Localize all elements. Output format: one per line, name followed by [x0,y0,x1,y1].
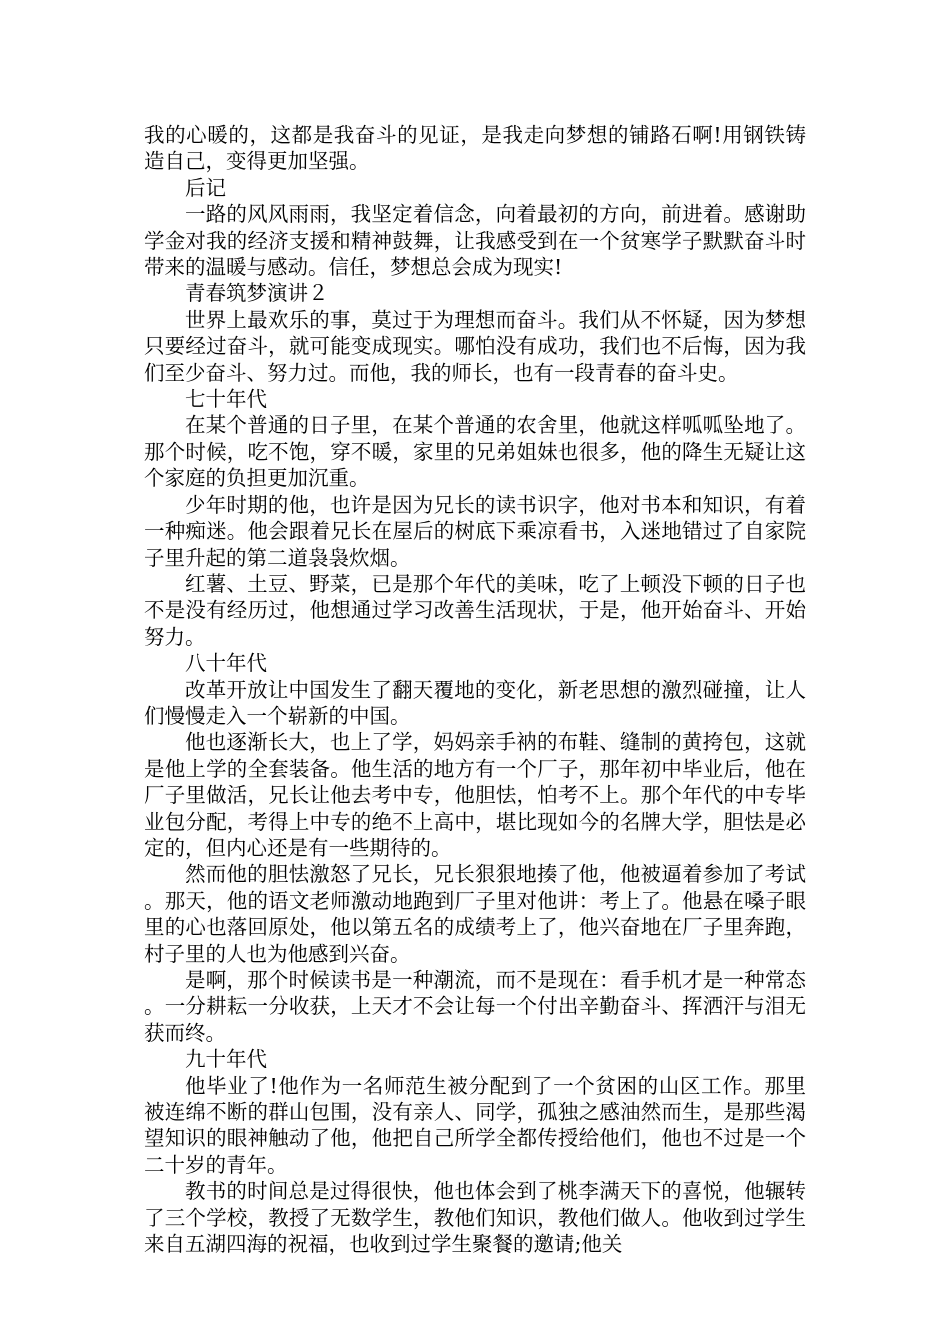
paragraph: 教书的时间总是过得很快，他也体会到了桃李满天下的喜悦，他辗转了三个学校，教授了无数学生，教他们知识，教他们做人。他收到过学生来自五湖四海的祝福，也收到过学生聚餐的邀请;他关 [144,1179,806,1257]
paragraph: 是啊，那个时候读书是一种潮流，而不是现在：看手机才是一种常态。一分耕耘一分收获，上天才不会让每一个付出辛勤奋斗、挥洒汗与泪无获而终。 [144,968,806,1045]
paragraph: 他也逐渐长大，也上了学，妈妈亲手衲的布鞋、缝制的黄挎包，这就是他上学的全套装备。他生活的地方有一个厂子，那年初中毕业后，他在厂子里做活，兄长让他去考中专，他胆怯，怕考不上。那个年代的中专毕业包分配，考得上中专的绝不上高中，堪比现如今的名牌大学，胆怯是必定的，但内心还是有一些期待的。 [144,730,806,860]
section-heading: 七十年代 [185,387,267,412]
paragraph: 我的心暖的，这都是我奋斗的见证，是我走向梦想的铺路石啊!用钢铁铸造自己，变得更加坚强。 [144,123,806,174]
section-heading: 后记 [185,175,226,200]
paragraph: 改革开放让中国发生了翻天覆地的变化，新老思想的激烈碰撞，让人们慢慢走入一个崭新的中国。 [144,677,806,728]
paragraph: 世界上最欢乐的事，莫过于为理想而奋斗。我们从不怀疑，因为梦想只要经过奋斗，就可能变成现实。哪怕没有成功，我们也不后悔，因为我们至少奋斗、努力过。而他，我的师长，也有一段青春的奋斗史。 [144,307,806,385]
paragraph: 然而他的胆怯激怒了兄长，兄长狠狠地揍了他，他被逼着参加了考试。那天，他的语文老师激动地跑到厂子里对他讲：考上了。他悬在嗓子眼里的心也落回原处，他以第五名的成绩考上了，他兴奋地在厂子里奔跑，村子里的人也为他感到兴奋。 [144,862,806,966]
document-page [144,122,806,1257]
paragraph: 红薯、土豆、野菜，已是那个年代的美味，吃了上顿没下顿的日子也不是没有经历过，他想通过学习改善生活现状，于是，他开始奋斗、开始努力。 [144,571,806,649]
paragraph: 少年时期的他，也许是因为兄长的读书识字，他对书本和知识，有着一种痴迷。他会跟着兄长在屋后的树底下乘凉看书，入迷地错过了自家院子里升起的第二道袅袅炊烟。 [144,492,806,570]
paragraph: 在某个普通的日子里，在某个普通的农舍里，他就这样呱呱坠地了。那个时候，吃不饱，穿不暖，家里的兄弟姐妹也很多，他的降生无疑让这个家庭的负担更加沉重。 [144,413,806,491]
paragraph: 他毕业了!他作为一名师范生被分配到了一个贫困的山区工作。那里被连绵不断的群山包围，没有亲人、同学，孤独之感油然而生，是那些渴望知识的眼神触动了他，他把自己所学全都传授给他们，他也不过是一个二十岁的青年。 [144,1073,806,1177]
paragraph: 一路的风风雨雨，我坚定着信念，向着最初的方向，前进着。感谢助学金对我的经济支援和精神鼓舞，让我感受到在一个贫寒学子默默奋斗时带来的温暖与感动。信任，梦想总会成为现实! [144,202,806,280]
section-heading: 青春筑梦演讲２ [185,281,329,306]
section-heading: 八十年代 [185,651,267,676]
section-heading: 九十年代 [185,1047,267,1072]
